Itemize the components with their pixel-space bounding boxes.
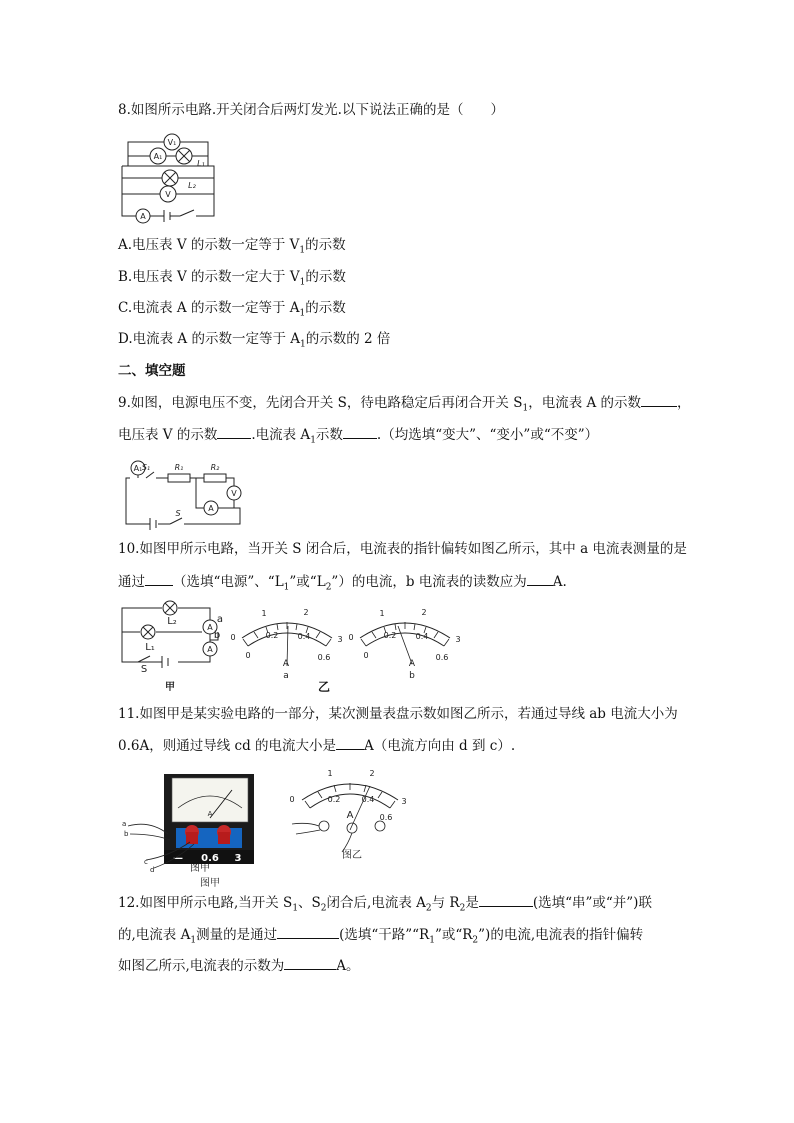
q10-line-1: 10.如图甲所示电路，当开关 S 闭合后，电流表的指针偏转如图乙所示，其中 a 电流表测量的是 — [118, 541, 687, 557]
q10-dial-b-tick-0: 0 — [348, 633, 354, 642]
q11-photo-unit: A — [207, 810, 213, 818]
q11-caption-yi: 图乙 — [342, 850, 362, 861]
q11-dial-figure — [288, 764, 412, 860]
q11-dial-unit: A — [346, 810, 354, 821]
q10-dial-b-inner-02: 0.2 — [383, 631, 397, 640]
q8-stem: 8.如图所示电路.开关闭合后两灯发光.以下说法正确的是（ ） — [118, 102, 504, 118]
q11-line-1: 11.如图甲是某实验电路的一部分，某次测量表盘示数如图乙所示，若通过导线 ab 电流大小为 — [118, 706, 678, 722]
q11-photo-terminal-06: 0.6 — [201, 853, 219, 864]
q10-dial-b-tick-2: 2 — [421, 608, 427, 617]
q9-blank-3[interactable] — [343, 425, 377, 439]
q9-line-2: 电压表 V 的示数 .电流表 $A_1$示数 .（均选填“变大”、“变小”或“不变”） — [118, 427, 599, 446]
q10-blank-1[interactable] — [145, 572, 173, 586]
q10-l1-label: L₁ — [145, 642, 155, 653]
q10-l2-label: L₂ — [167, 616, 177, 627]
q10-dial-a-inner-0: 0 — [245, 651, 251, 660]
q12-blank-1[interactable] — [479, 893, 533, 907]
q8-option-d: D.电流表 A 的示数一定等于 $A_1$的示数的 2 倍 — [118, 331, 391, 350]
q8-circuit-figure — [118, 128, 214, 224]
q11-blank-1[interactable] — [336, 736, 364, 750]
q10-dial-a-inner-04: 0.4 — [297, 632, 311, 641]
q10-dial-b-unit: A — [408, 659, 416, 669]
q9-line-1: 9.如图，电源电压不变，先闭合开关 S，待电路稳定后再闭合开关 $S_1$，电流表 A 的示数 ， — [118, 395, 691, 414]
q10-dial-a-inner-06: 0.6 — [317, 653, 331, 662]
q8-option-b: B.电压表 V 的示数一定大于 $V_1$的示数 — [118, 269, 346, 288]
q10-caption-jia: 甲 — [165, 682, 175, 693]
q8-v-label: V — [165, 190, 171, 199]
q9-r1-label: R₁ — [174, 463, 184, 472]
q8-a-label: A — [140, 212, 146, 221]
q9-blank-2[interactable] — [217, 425, 251, 439]
q10-dial-a — [228, 604, 346, 682]
q9-circuit-figure — [120, 450, 244, 530]
q10-dial-a-label: a — [283, 671, 289, 681]
q10-dial-a-unit: A — [282, 659, 290, 669]
q9-s-label: S — [175, 509, 181, 518]
q9-r2-label: R₂ — [210, 463, 220, 472]
q10-circuit-figure — [118, 598, 224, 694]
q10-dial-b-label: b — [409, 671, 415, 681]
q9-a1-label: A₁ — [133, 464, 143, 473]
q10-line-2: 通过 （选填“电源”、“$L_1$”或“$L_2$”）的电流，b 电流表的读数应为 A. — [118, 574, 567, 593]
q8-a1-label: A₁ — [153, 152, 163, 161]
q10-dial-b — [346, 604, 464, 682]
q10-dial-b-tick-3: 3 — [455, 635, 461, 644]
q11-photo-wire-c: c — [144, 858, 148, 866]
q10-dial-a-tick-3: 3 — [337, 635, 343, 644]
q9-a-label: A — [208, 504, 214, 513]
q11-dial-tick-3: 3 — [401, 797, 407, 806]
q11-dial-inner-06: 0.6 — [379, 813, 393, 822]
q8-l1-label: L₁ — [197, 159, 205, 168]
q12-line-3: 如图乙所示,电流表的示数为 A。 — [118, 958, 360, 974]
q11-photo-terminal-3: 3 — [234, 853, 242, 864]
q10-dial-a-tick-2: 2 — [303, 608, 309, 617]
q10-ammeter-a-label: A — [207, 623, 213, 632]
q10-dial-a-tick-0: 0 — [230, 633, 236, 642]
q11-photo-wire-a: a — [122, 820, 127, 828]
q10-dial-b-inner-04: 0.4 — [415, 632, 429, 641]
q10-ammeter-b-label: A — [207, 645, 213, 654]
q11-ammeter-photo — [120, 764, 270, 889]
q8-l2-label: L₂ — [188, 181, 196, 190]
q10-dial-b-tick-1: 1 — [379, 609, 385, 618]
q8-option-a: A.电压表 V 的示数一定等于 $V_1$的示数 — [118, 237, 346, 256]
q10-wire-b-label: b — [213, 630, 221, 641]
q11-photo-wire-b: b — [124, 830, 129, 838]
q11-caption-jia-text: 图甲 — [190, 863, 210, 874]
q10-blank-2[interactable] — [527, 572, 553, 586]
q10-dial-a-inner-02: 0.2 — [265, 631, 279, 640]
q10-wire-a-label: a — [216, 614, 224, 625]
q12-blank-3[interactable] — [284, 956, 336, 970]
q11-caption-jia: 图甲 — [200, 878, 220, 889]
q11-line-2: 0.6A，则通过导线 cd 的电流大小是 A（电流方向由 d 到 c）. — [118, 738, 516, 754]
q8-option-c: C.电流表 A 的示数一定等于 $A_1$的示数 — [118, 300, 346, 319]
q11-photo-minus: — — [173, 853, 183, 864]
q10-dial-b-inner-0: 0 — [363, 651, 369, 660]
q10-dial-a-tick-1: 1 — [261, 609, 267, 618]
q10-dial-b-inner-06: 0.6 — [435, 653, 449, 662]
q9-blank-1[interactable] — [641, 393, 677, 407]
q9-v-label: V — [231, 489, 237, 498]
q10-s-label: S — [140, 664, 148, 675]
q12-line-1: 12.如图甲所示电路,当开关 $S_1$、$S_2$闭合后,电流表 $A_2$与 $R_2$是 (选填“串”或“并”)联 — [118, 895, 652, 914]
section-heading-fill-blank: 二、填空题 — [118, 363, 186, 379]
q9-s1-label: S₁ — [141, 463, 151, 472]
q11-dial-tick-2: 2 — [369, 769, 375, 778]
q10-caption-yi: 乙 — [318, 680, 331, 694]
q11-photo-wire-d: d — [150, 866, 155, 874]
q11-dial-tick-0: 0 — [289, 795, 295, 804]
q11-dial-inner-04: 0.4 — [361, 795, 375, 804]
q8-v1-label: V₁ — [167, 138, 177, 147]
q12-line-2: 的,电流表 $A_1$测量的是通过 (选填“干路$”“R_1$”或“$R_2$”)的电流,电流表的指针偏转 — [118, 927, 644, 946]
q11-dial-inner-02: 0.2 — [327, 795, 341, 804]
q11-dial-tick-1: 1 — [327, 769, 333, 778]
q12-blank-2[interactable] — [277, 925, 339, 939]
